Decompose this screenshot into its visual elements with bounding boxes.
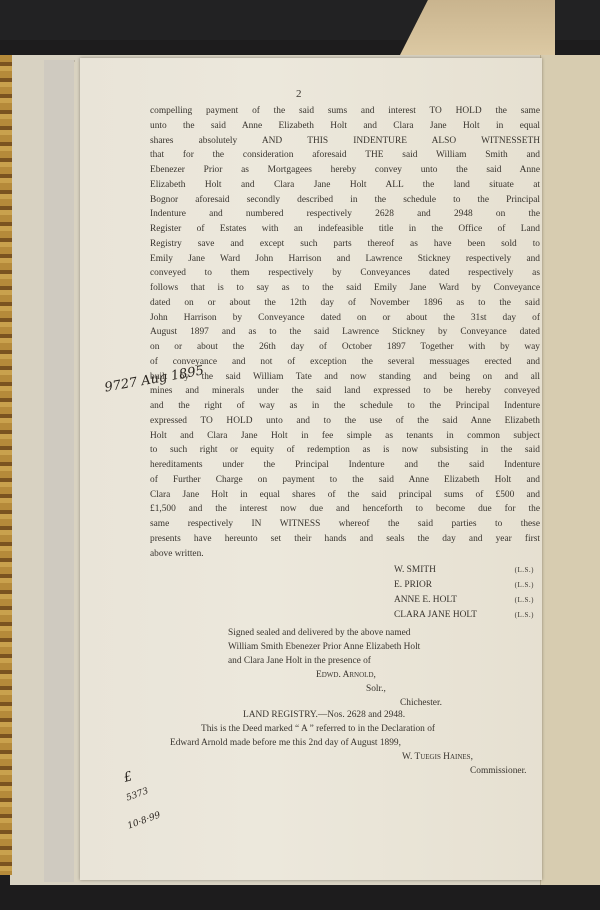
seal-mark: (L.S.) [514,611,534,619]
handwritten-margin-note: 9727 Aug 1895 [103,363,206,396]
body-line: £1,500 and the interest now due and henceforth to become due for the [150,504,540,515]
body-line: follows that is to say as to the said Emily Jane Ward by Conveyance [150,283,540,293]
witness-line-2: William Smith Ebenezer Prior Anne Elizabeth Holt [228,642,421,652]
seal-mark: (L.S.) [514,596,534,604]
body-line: of conveyance and not of exception the several messuages erected and [150,356,540,367]
witness-line-1: Signed sealed and delivered by the above named [228,628,411,638]
registry-heading: LAND REGISTRY.—Nos. 2628 and 2948. [243,710,406,720]
body-line: Register of Estates with an indefeasible title in the Office of Land [150,224,540,234]
body-line: and the right of way as in the schedule to the Principal Indenture [150,401,540,411]
body-line: on or about the 26th day of October 1897 Together with by way [150,342,540,352]
handwritten-corner-note-3: 10·8·99 [126,810,163,832]
witness-role: Solr., [366,684,386,694]
body-line: Indenture and numbered respectively 2628 and 2948 on the [150,209,540,220]
body-line: Elizabeth Holt and Clara Jane Holt ALL the land situate at [150,179,540,190]
body-line: expressed TO HOLD unto and to the use of the said Anne Elizabeth [150,415,540,426]
body-line: conveyed to them respectively by Conveyances dated respectively as [150,268,540,279]
body-line: above written. [150,548,204,559]
body-line: built by the said William Tate and now standing and being on and all [150,371,540,382]
signatory-name: W. SMITH [394,565,436,575]
witness-place: Chichester. [400,698,442,708]
body-line: presents have hereunto set their hands and seals the day and year first [150,533,540,544]
body-line: Holt and Clara Jane Holt in fee simple as tenants in common subject [150,430,540,441]
body-line: Bognor aforesaid secondly described in the schedule to the Principal [150,194,540,205]
signatory-name: ANNE E. HOLT [394,595,457,605]
bottom-background [0,885,600,910]
seal-mark: (L.S.) [514,581,534,589]
body-line: unto the said Anne Elizabeth Holt and Clara Jane Holt in equal [150,120,540,131]
body-line: Ebenezer Prior as Mortgagees hereby convey unto the said Anne [150,165,540,175]
body-line: John Harrison by Conveyance dated on or about the 31st day of [150,312,540,323]
body-line: Clara Jane Holt in equal shares of the said principal sums of £500 and [150,489,540,500]
witness-clause [228,626,442,710]
signatory-name: E. PRIOR [394,580,433,590]
body-line: August 1897 and as to the said Lawrence Stickney by Conveyance dated [150,327,540,338]
signature-list [394,563,534,623]
witness-line-3: and Clara Jane Holt in the presence of [228,656,371,666]
handwritten-corner-note-2: 5373 [124,786,150,804]
signatory-name: CLARA JANE HOLT [394,610,477,620]
body-line: that for the consideration aforesaid THE said William Smith and [150,150,540,161]
witness-name: Edwd. Arnold, [316,670,376,680]
handwritten-corner-note-1: £ [122,769,135,786]
body-line: to such right or equity of redemption as is now subsisting in the said [150,445,540,456]
registry-line-2: Edward Arnold made before me this 2nd day of August 1899, [170,738,401,748]
commissioner-name: W. Tuegis Haines, [402,752,473,762]
signature-row [394,608,534,623]
body-line: dated on or about the 12th day of November 1896 as to the said [150,297,540,308]
land-registry-attestation [150,708,540,778]
deed-body-text [150,104,540,561]
signature-row [394,563,534,578]
body-line: compelling payment of the said sums and interest TO HOLD the same [150,106,540,116]
body-line: Emily Jane Ward John Harrison and Lawrence Stickney respectively and [150,253,540,264]
seal-mark: (L.S.) [514,566,534,574]
right-underlying-sheet [540,55,600,895]
page-stub-strip [44,60,75,882]
signature-row [394,593,534,608]
body-line: of Further Charge on payment to the said Anne Elizabeth Holt and [150,474,540,485]
body-line: same respectively IN WITNESS whereof the said parties to these [150,519,540,529]
body-line: Registry save and except such parts thereof as have been sold to [150,238,540,249]
marbled-binding-edge [0,55,12,875]
body-line: shares absolutely AND THIS INDENTURE ALSO WITNESSETH [150,135,540,146]
signature-row [394,578,534,593]
page-number: 2 [296,88,302,100]
commissioner-title: Commissioner. [470,766,527,776]
body-line: mines and minerals under the said land expressed to be hereby conveyed [150,386,540,397]
body-line: hereditaments under the Principal Indenture and the said Indenture [150,460,540,470]
registry-line-1: This is the Deed marked “ A ” referred to in the Declaration of [201,724,436,734]
